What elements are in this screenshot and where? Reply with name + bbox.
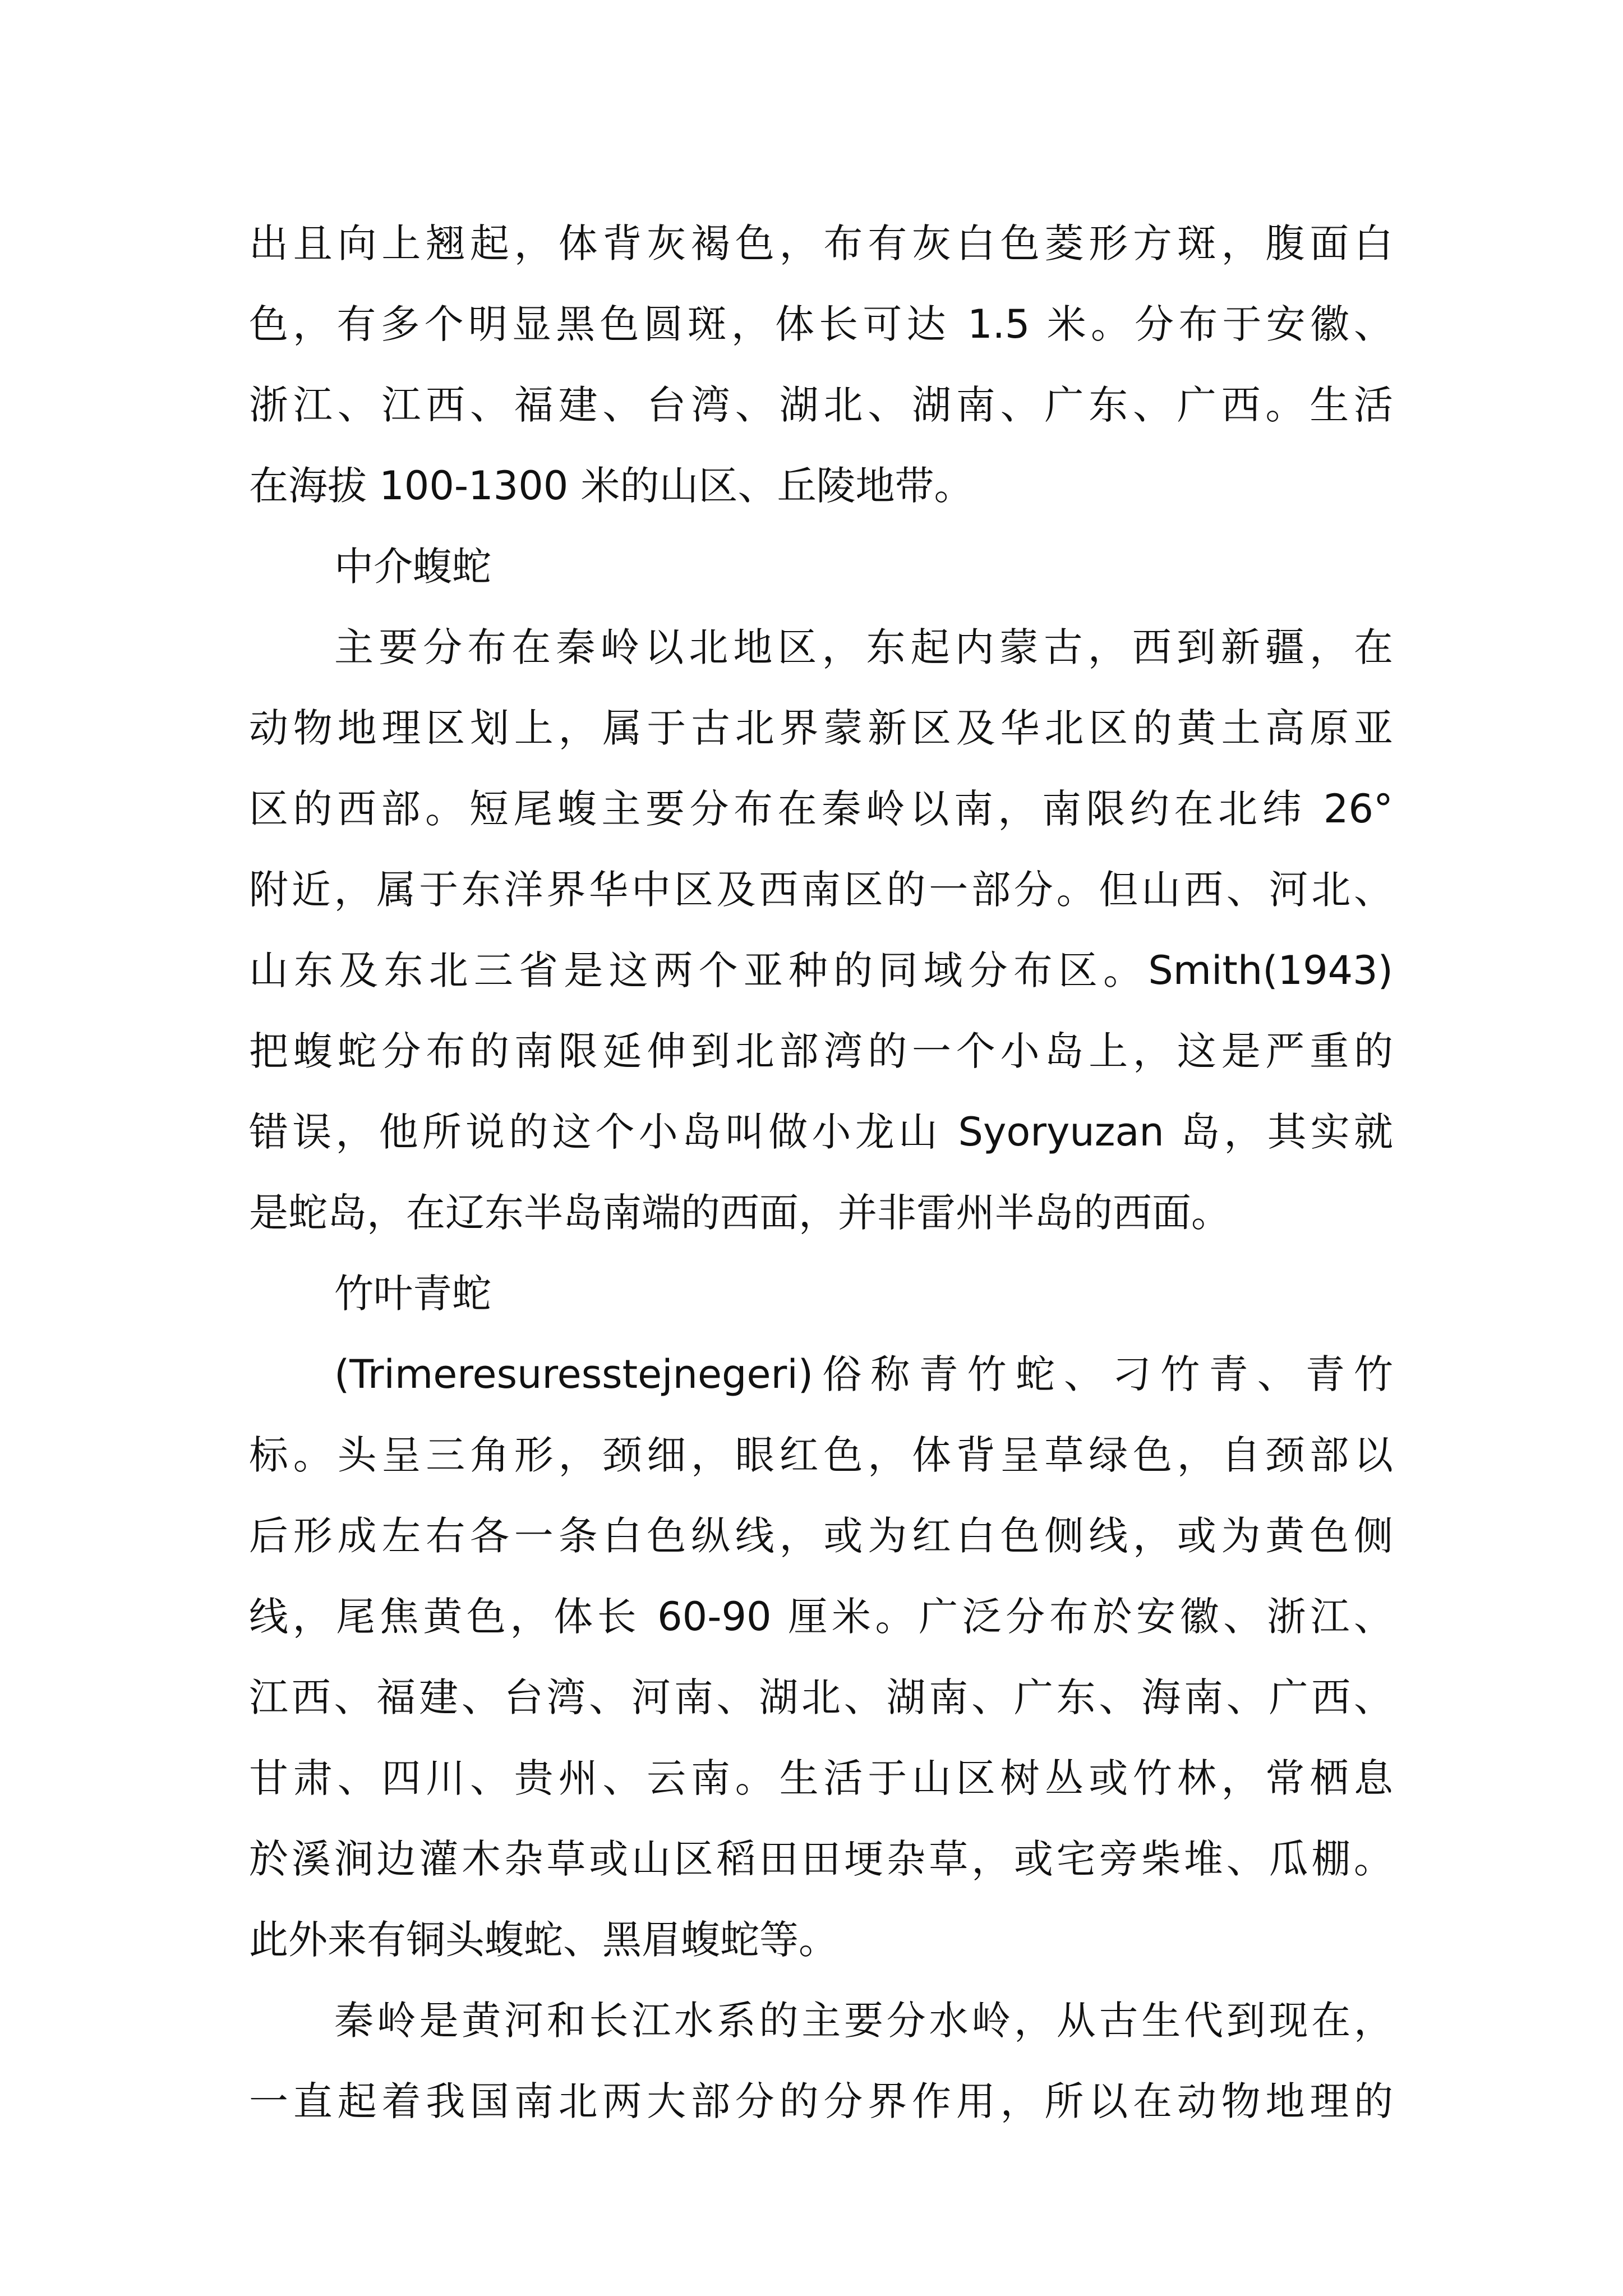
text-line: 江西、福建、台湾、河南、湖北、湖南、广东、海南、广西、: [249, 1674, 1393, 1720]
body-text: [249, 203, 1393, 2142]
text-line: 把蝮蛇分布的南限延伸到北部湾的一个小岛上，这是严重的: [249, 1028, 1393, 1074]
text-line: 一直起着我国南北两大部分的分界作用，所以在动物地理的: [249, 2078, 1393, 2124]
text-line: 色，有多个明显黑色圆斑，体长可达 1.5 米。分布于安徽、: [249, 301, 1393, 347]
text-line: 浙江、江西、福建、台湾、湖北、湖南、广东、广西。生活: [249, 382, 1393, 428]
text-line: 在海拔 100-1300 米的山区、丘陵地带。: [249, 463, 974, 509]
text-line: 附近，属于东洋界华中区及西南区的一部分。但山西、河北、: [249, 867, 1393, 913]
text-line: 秦岭是黄河和长江水系的主要分水岭，从古生代到现在，: [334, 1998, 1393, 2044]
text-line: 是蛇岛，在辽东半岛南端的西面，并非雷州半岛的西面。: [249, 1190, 1230, 1236]
text-line: 动物地理区划上，属于古北界蒙新区及华北区的黄土高原亚: [249, 705, 1393, 751]
text-line: 出且向上翘起，体背灰褐色，布有灰白色菱形方斑，腹面白: [249, 220, 1393, 266]
text-line: 后形成左右各一条白色纵线，或为红白色侧线，或为黄色侧: [249, 1513, 1393, 1559]
text-line: (Trimeresuresstejnegeri)俗称青竹蛇、刁竹青、青竹: [334, 1351, 1393, 1397]
text-line: 标。头呈三角形，颈细，眼红色，体背呈草绿色，自颈部以: [249, 1432, 1393, 1478]
text-line: 区的西部。短尾蝮主要分布在秦岭以南，南限约在北纬 26°: [249, 786, 1393, 832]
text-line: 错误，他所说的这个小岛叫做小龙山 Syoryuzan 岛，其实就: [249, 1109, 1393, 1155]
text-line: 於溪涧边灌木杂草或山区稻田田埂杂草，或宅旁柴堆、瓜棚。: [249, 1836, 1393, 1882]
section-heading: 中介蝮蛇: [334, 544, 491, 590]
text-line: 线，尾焦黄色，体长 60-90 厘米。广泛分布於安徽、浙江、: [249, 1594, 1393, 1640]
text-line: 此外来有铜头蝮蛇、黑眉蝮蛇等。: [249, 1917, 838, 1963]
section-heading: 竹叶青蛇: [334, 1271, 491, 1317]
text-line: 甘肃、四川、贵州、云南。生活于山区树丛或竹林，常栖息: [249, 1755, 1393, 1801]
text-line: 主要分布在秦岭以北地区，东起内蒙古，西到新疆，在: [334, 624, 1393, 670]
text-line: 山东及东北三省是这两个亚种的同域分布区。Smith(1943): [249, 947, 1393, 993]
